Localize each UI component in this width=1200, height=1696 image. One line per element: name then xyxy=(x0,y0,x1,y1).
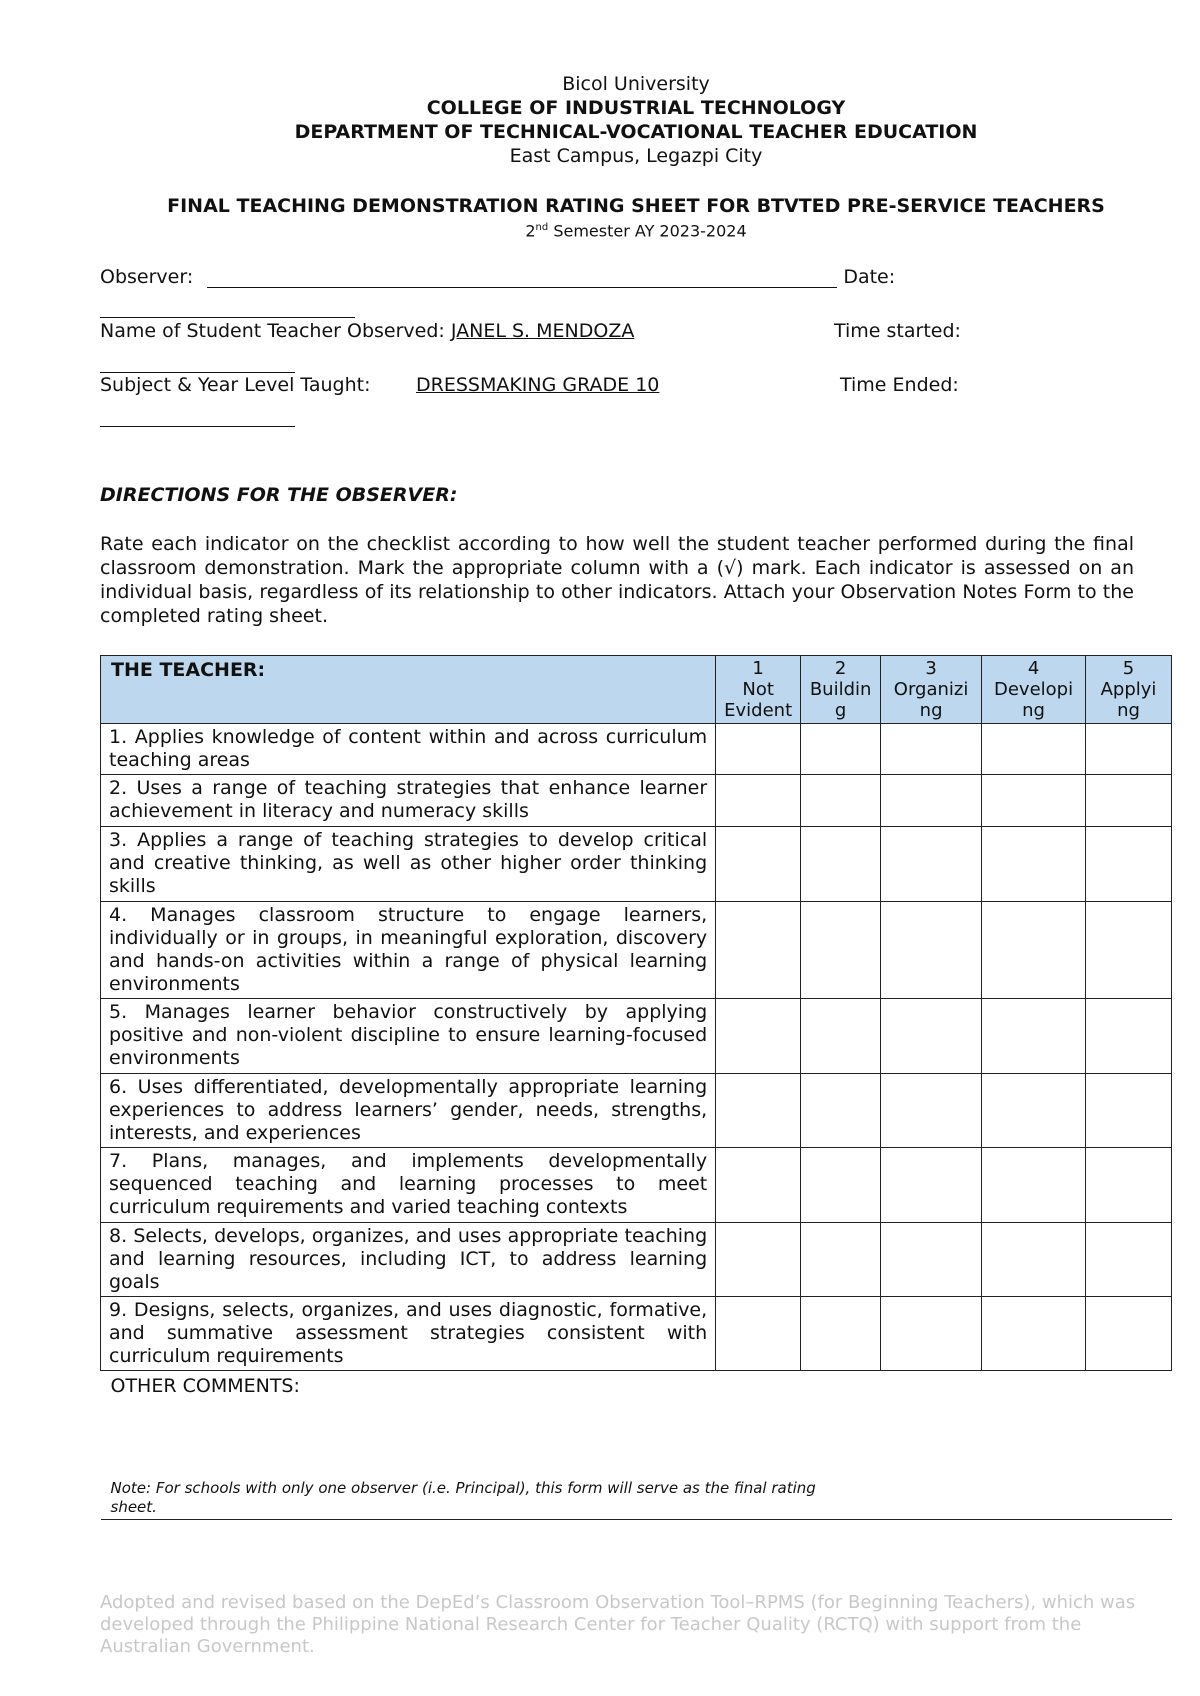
table-row xyxy=(101,1297,1172,1371)
form-title: FINAL TEACHING DEMONSTRATION RATING SHEET FOR BTVTED PRE-SERVICE TEACHERS xyxy=(167,195,1105,217)
rating-cell[interactable] xyxy=(716,902,801,999)
rating-cell[interactable] xyxy=(1086,902,1172,999)
campus-name: East Campus, Legazpi City xyxy=(509,145,763,167)
rating-cell[interactable] xyxy=(801,827,881,902)
subject-label: Subject & Year Level Taught: xyxy=(100,374,371,396)
rating-cell[interactable] xyxy=(1086,775,1172,827)
teacher-header: THE TEACHER: xyxy=(101,656,716,724)
rating-table-header xyxy=(101,656,1172,724)
scale-2-header: 2 Buildin g xyxy=(801,656,881,724)
rating-cell[interactable] xyxy=(982,902,1086,999)
rating-cell[interactable] xyxy=(716,999,801,1074)
indicator-text: 4. Manages classroom structure to engage learners, individually or in groups, in meaningful exploration, discovery and hands-on activities within a range of physical learning environments xyxy=(101,902,716,999)
table-row xyxy=(101,724,1172,775)
table-row xyxy=(101,1148,1172,1223)
indicator-text: 6. Uses differentiated, developmentally appropriate learning experiences to address learners’ gender, needs, strengths, interests, and experiences xyxy=(101,1074,716,1148)
indicator-text: 2. Uses a range of teaching strategies that enhance learner achievement in literacy and numeracy skills xyxy=(101,775,716,827)
rating-cell[interactable] xyxy=(982,827,1086,902)
rating-cell[interactable] xyxy=(982,1148,1086,1223)
subject-value[interactable]: DRESSMAKING GRADE 10 xyxy=(416,374,660,396)
semester-line: 2nd Semester AY 2023-2024 xyxy=(525,221,747,241)
rating-cell[interactable] xyxy=(881,999,982,1074)
rating-cell[interactable] xyxy=(1086,1074,1172,1148)
comments-area[interactable] xyxy=(101,1371,1172,1520)
note-text: Note: For schools with only one observer (i.e. Principal), this form will serve as the final rating sheet. xyxy=(110,1479,816,1516)
table-row xyxy=(101,775,1172,827)
indicator-text: 7. Plans, manages, and implements developmentally sequenced teaching and learning processes to meet curriculum requirements and varied teaching contexts xyxy=(101,1148,716,1223)
rating-cell[interactable] xyxy=(716,724,801,775)
rating-cell[interactable] xyxy=(982,724,1086,775)
footer-attribution: Adopted and revised based on the DepEd’s Classroom Observation Tool–RPMS (for Beginning Teachers), which was developed through the Philippine National Research Center for Teacher Quality (RCTQ) with support from the Australian Government. xyxy=(100,1592,1136,1657)
rating-cell[interactable] xyxy=(801,724,881,775)
date-label: Date: xyxy=(843,266,896,288)
rating-cell[interactable] xyxy=(716,775,801,827)
indicator-text: 5. Manages learner behavior constructively by applying positive and non-violent discipline to ensure learning-focused environments xyxy=(101,999,716,1074)
student-label: Name of Student Teacher Observed: xyxy=(100,320,445,342)
rating-cell[interactable] xyxy=(801,1297,881,1371)
rating-cell[interactable] xyxy=(982,775,1086,827)
observer-label: Observer: xyxy=(100,266,194,288)
department-name: DEPARTMENT OF TECHNICAL-VOCATIONAL TEACHER EDUCATION xyxy=(294,121,978,143)
rating-cell[interactable] xyxy=(982,1223,1086,1297)
rating-cell[interactable] xyxy=(801,1074,881,1148)
rating-cell[interactable] xyxy=(881,902,982,999)
directions-text: Rate each indicator on the checklist according to how well the student teacher performed during the final classroom demonstration. Mark the appropriate column with a (√) mark. Each indicator is assessed on an individual basis, regardless of its relationship to other indicators. Attach your Observation Notes Form to the completed rating sheet. xyxy=(100,533,1134,627)
rating-cell[interactable] xyxy=(881,1297,982,1371)
indicator-text: 3. Applies a range of teaching strategies to develop critical and creative thinking, as well as other higher order thinking skills xyxy=(101,827,716,902)
rating-cell[interactable] xyxy=(716,827,801,902)
rating-cell[interactable] xyxy=(801,1223,881,1297)
table-row xyxy=(101,1223,1172,1297)
rating-cell[interactable] xyxy=(801,902,881,999)
rating-cell[interactable] xyxy=(1086,1297,1172,1371)
rating-cell[interactable] xyxy=(801,775,881,827)
comments-label: OTHER COMMENTS: xyxy=(110,1375,300,1397)
observer-row xyxy=(100,265,895,288)
comments-row xyxy=(101,1371,1172,1520)
scale-4-header: 4 Developi ng xyxy=(982,656,1086,724)
table-row xyxy=(101,1074,1172,1148)
rating-cell[interactable] xyxy=(1086,827,1172,902)
student-row xyxy=(100,320,634,342)
document-header xyxy=(100,72,1172,241)
scale-5-header: 5 Applyi ng xyxy=(1086,656,1172,724)
time-started-field[interactable] xyxy=(100,350,295,373)
rating-cell[interactable] xyxy=(1086,1148,1172,1223)
rating-cell[interactable] xyxy=(801,1148,881,1223)
rating-cell[interactable] xyxy=(1086,999,1172,1074)
rating-cell[interactable] xyxy=(881,1074,982,1148)
table-row xyxy=(101,999,1172,1074)
rating-cell[interactable] xyxy=(716,1148,801,1223)
date-field[interactable] xyxy=(100,295,355,318)
rating-cell[interactable] xyxy=(982,1297,1086,1371)
indicator-text: 8. Selects, develops, organizes, and uses appropriate teaching and learning resources, including ICT, to address learning goals xyxy=(101,1223,716,1297)
rating-cell[interactable] xyxy=(716,1223,801,1297)
time-ended-field[interactable] xyxy=(100,404,295,427)
university-name: Bicol University xyxy=(562,73,710,95)
student-name[interactable]: JANEL S. MENDOZA xyxy=(450,320,635,342)
indicator-text: 9. Designs, selects, organizes, and uses diagnostic, formative, and summative assessment strategies consistent with curriculum requirements xyxy=(101,1297,716,1371)
time-ended-label: Time Ended: xyxy=(840,374,959,396)
rating-cell[interactable] xyxy=(1086,724,1172,775)
college-name: COLLEGE OF INDUSTRIAL TECHNOLOGY xyxy=(426,97,846,119)
time-started-label: Time started: xyxy=(834,320,961,342)
rating-table xyxy=(100,655,1172,1520)
directions-heading: DIRECTIONS FOR THE OBSERVER: xyxy=(100,484,458,506)
rating-cell[interactable] xyxy=(881,775,982,827)
rating-cell[interactable] xyxy=(881,1148,982,1223)
scale-1-header: 1 Not Evident xyxy=(716,656,801,724)
rating-cell[interactable] xyxy=(982,999,1086,1074)
rating-cell[interactable] xyxy=(1086,1223,1172,1297)
rating-cell[interactable] xyxy=(716,1297,801,1371)
rating-cell[interactable] xyxy=(801,999,881,1074)
indicator-text: 1. Applies knowledge of content within and across curriculum teaching areas xyxy=(101,724,716,775)
observer-field[interactable] xyxy=(207,265,837,288)
rating-cell[interactable] xyxy=(881,827,982,902)
rating-cell[interactable] xyxy=(982,1074,1086,1148)
table-row xyxy=(101,902,1172,999)
scale-3-header: 3 Organizi ng xyxy=(881,656,982,724)
rating-cell[interactable] xyxy=(881,724,982,775)
rating-cell[interactable] xyxy=(716,1074,801,1148)
rating-cell[interactable] xyxy=(881,1223,982,1297)
table-row xyxy=(101,827,1172,902)
